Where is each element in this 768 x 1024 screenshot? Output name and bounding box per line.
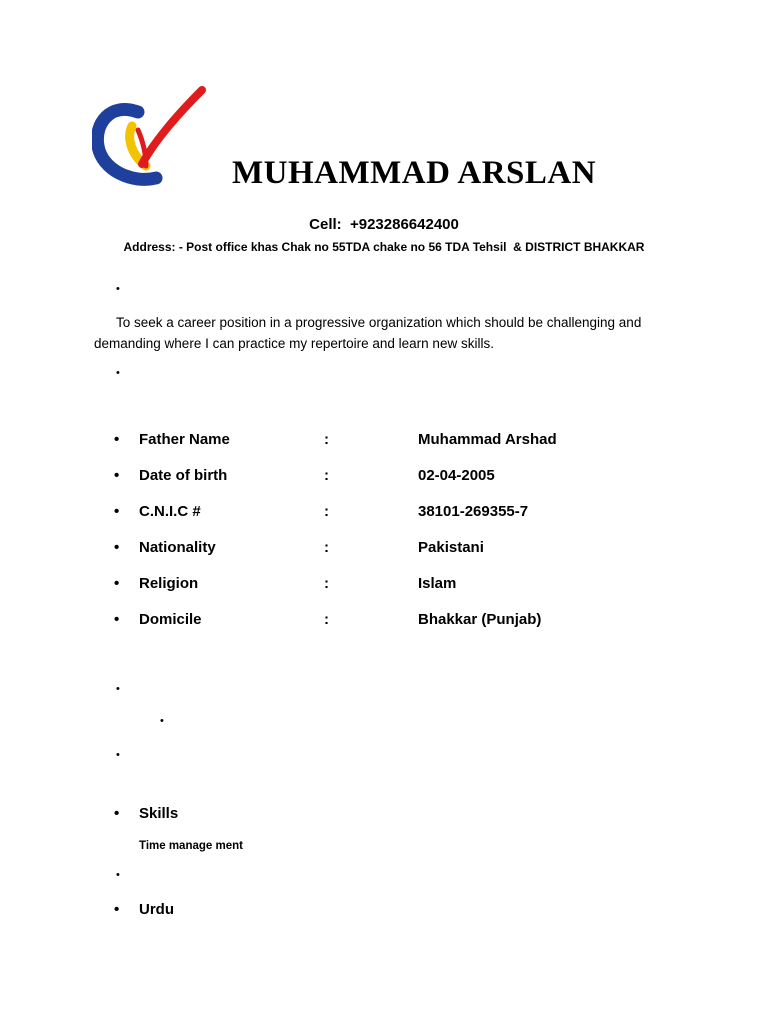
row-colon: : xyxy=(324,575,329,592)
row-colon: : xyxy=(324,467,329,484)
row-label: Father Name xyxy=(139,431,230,448)
row-label: Date of birth xyxy=(139,467,228,484)
row-colon: : xyxy=(324,431,329,448)
row-colon: : xyxy=(324,539,329,556)
cell-number: Cell: +923286642400 xyxy=(309,216,459,233)
bullet-marker: • xyxy=(116,367,120,379)
row-label: C.N.I.C # xyxy=(139,503,201,520)
row-value: 38101-269355-7 xyxy=(418,503,529,520)
candidate-name: MUHAMMAD ARSLAN xyxy=(232,155,597,191)
row-label: Nationality xyxy=(139,539,216,556)
bullet-marker: • xyxy=(114,431,120,448)
row-value: Islam xyxy=(418,575,457,592)
bullet-marker: • xyxy=(114,467,120,484)
bullet-marker: • xyxy=(114,575,120,592)
bullet-marker: • xyxy=(116,869,120,881)
logo-emblem xyxy=(92,86,208,190)
row-label: Domicile xyxy=(139,611,202,628)
bullet-marker: • xyxy=(114,805,120,822)
bullet-marker: • xyxy=(114,611,120,628)
row-value: Pakistani xyxy=(418,539,484,556)
row-value: 02-04-2005 xyxy=(418,467,495,484)
bullet-marker: • xyxy=(160,715,164,727)
row-colon: : xyxy=(324,503,329,520)
bullet-marker: • xyxy=(114,503,120,520)
row-value: Bhakkar (Punjab) xyxy=(418,611,542,628)
bullet-marker: • xyxy=(114,901,120,918)
row-value: Muhammad Arshad xyxy=(418,431,557,448)
address: Address: - Post office khas Chak no 55TDA chake no 56 TDA Tehsil & DISTRICT BHAKKAR xyxy=(123,240,645,254)
bullet-marker: • xyxy=(116,749,120,761)
objective-text: To seek a career position in a progressive organization which should be challenging and demanding where I can practice my repertoire and learn new skills. xyxy=(94,315,642,351)
bullet-marker: • xyxy=(116,283,120,295)
skills-heading-label: Skills xyxy=(139,805,179,822)
row-label: Religion xyxy=(139,575,199,592)
bullet-marker: • xyxy=(116,683,120,695)
language-label: Urdu xyxy=(139,901,174,918)
bullet-marker: • xyxy=(114,539,120,556)
skill-item: Time manage ment xyxy=(139,840,243,852)
row-colon: : xyxy=(324,611,329,628)
